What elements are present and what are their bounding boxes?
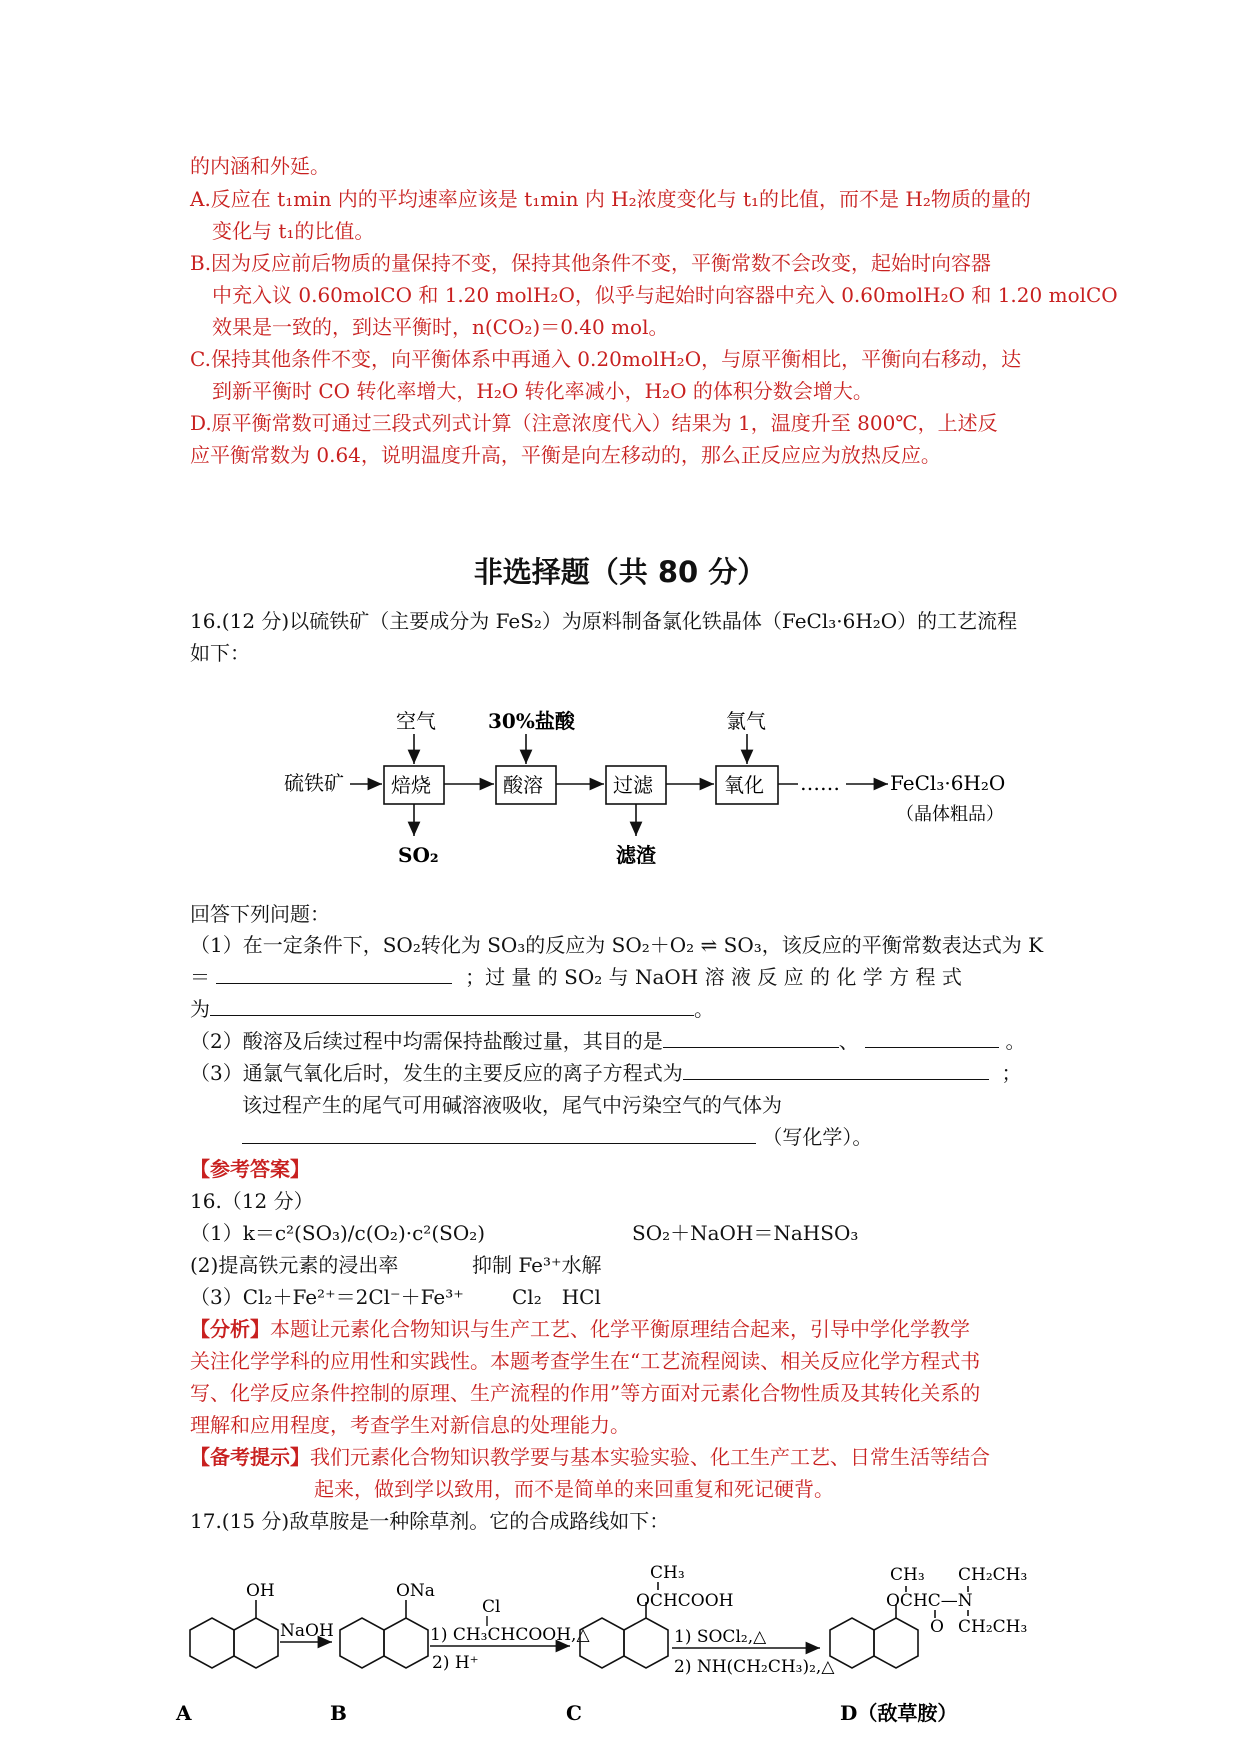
tip-line2: 起来，做到学以致用，而不是简单的来回重复和死记硬背。 bbox=[314, 1477, 834, 1501]
flow-output-residue: 滤渣 bbox=[616, 843, 656, 867]
step2-reagent-1: 1) CH₃CHCOOH,△ bbox=[430, 1625, 590, 1645]
answer-part1-equation: SO₂＋NaOH＝NaHSO₃ bbox=[632, 1221, 859, 1245]
explanation-b-line3: 效果是一致的，到达平衡时，n(CO₂)＝0.40 mol。 bbox=[212, 315, 669, 339]
analysis-line3: 写、化学反应条件控制的原理、生产流程的作用”等方面对元素化合物性质及其转化关系的 bbox=[190, 1381, 981, 1405]
molecule-d-carbonyl-o: O bbox=[930, 1617, 944, 1637]
flow-product: FeCl₃·6H₂O bbox=[890, 771, 1006, 795]
answer-blank-ionic-equation[interactable] bbox=[683, 1059, 989, 1080]
label-b: B bbox=[330, 1701, 347, 1725]
section-title: 非选择题（共 80 分） bbox=[473, 555, 767, 589]
synthesis-route-diagram bbox=[150, 1560, 1090, 1740]
answer-blank-naoh-equation[interactable] bbox=[210, 995, 694, 1016]
flow-step-filter bbox=[606, 766, 666, 804]
label-a: A bbox=[176, 1701, 192, 1725]
tip-line1: 【备考提示】我们元素化合物知识教学要与基本实验实验、化工生产工艺、日常生活等结合 bbox=[190, 1445, 990, 1469]
step3-reagent-1: 1) SOCl₂,△ bbox=[674, 1627, 767, 1647]
molecule-a-group: OH bbox=[246, 1581, 275, 1601]
svg-text:焙烧: 焙烧 bbox=[391, 773, 431, 797]
explanation-b-line1: B.因为反应前后物质的量保持不变，保持其他条件不变，平衡常数不会改变，起始时向容器 bbox=[190, 251, 992, 275]
q16-prompt: 回答下列问题： bbox=[190, 902, 330, 926]
molecule-b-naphthalene-icon bbox=[340, 1600, 428, 1668]
explanation-a-line1: A.反应在 t₁min 内的平均速率应该是 t₁min 内 H₂浓度变化与 t₁的比值，而不是 H₂物质的量的 bbox=[190, 187, 1031, 211]
analysis-line4: 理解和应用程度，考查学生对新信息的处理能力。 bbox=[190, 1413, 630, 1437]
q16-part1-line2: ＝ ；过 量 的 SO₂ 与 NaOH 溶 液 反 应 的 化 学 方 程 式 bbox=[190, 965, 962, 989]
explanation-intro: 的内涵和外延。 bbox=[190, 154, 330, 178]
q16-stem-line1: 16.(12 分)以硫铁矿（主要成分为 FeS₂）为原料制备氯化铁晶体（FeCl₃·6H₂O）的工艺流程 bbox=[190, 609, 1018, 633]
label-d: D（敌草胺） bbox=[840, 1701, 958, 1725]
answer-blank-tail-gas[interactable] bbox=[242, 1123, 756, 1144]
molecule-d-ch3: CH₃ bbox=[890, 1565, 925, 1585]
step1-reagent: NaOH bbox=[280, 1621, 334, 1641]
flow-input-air: 空气 bbox=[396, 709, 436, 733]
flow-step-oxidize bbox=[716, 766, 778, 804]
step2-reagent-2: 2) H⁺ bbox=[432, 1653, 479, 1673]
q17-stem: 17.(15 分)敌草胺是一种除草剂。它的合成路线如下： bbox=[190, 1509, 670, 1533]
flow-step-roast bbox=[384, 766, 444, 804]
q16-part3-line3: （写化学）。 bbox=[242, 1121, 872, 1153]
answer-label: 【参考答案】 bbox=[190, 1157, 310, 1181]
explanation-b-line2: 中充入议 0.60molCO 和 1.20 molH₂O，似乎与起始时向容器中充入 0.60molH₂O 和 1.20 molCO bbox=[212, 283, 1118, 307]
q16-part2: （2）酸溶及后续过程中均需保持盐酸过量，其目的是 、 。 bbox=[190, 1029, 1026, 1053]
answer-part1-k: （1）k＝c²(SO₃)/c(O₂)·c²(SO₂) bbox=[190, 1221, 486, 1245]
molecule-d-group: OCHC—N bbox=[886, 1591, 973, 1611]
svg-text:酸溶: 酸溶 bbox=[503, 773, 543, 797]
q16-part1-line3: 为 。 bbox=[190, 997, 714, 1021]
q16-part3-line1: （3）通氯气氧化后时，发生的主要反应的离子方程式为 ； bbox=[190, 1061, 1022, 1085]
flow-product-note: （晶体粗品） bbox=[896, 804, 1004, 825]
flow-step-acid-dissolve bbox=[496, 766, 556, 804]
answer-blank-purpose-2[interactable] bbox=[865, 1027, 999, 1048]
answer-head: 16.（12 分） bbox=[190, 1189, 314, 1213]
svg-text:过滤: 过滤 bbox=[613, 773, 653, 797]
molecule-c-group: OCHCOOH bbox=[636, 1591, 734, 1611]
process-flow-diagram bbox=[270, 700, 1070, 880]
explanation-d-line1: D.原平衡常数可通过三段式列式计算（注意浓度代入）结果为 1，温度升至 800℃，上述反 bbox=[190, 411, 998, 435]
flow-input-hcl: 30%盐酸 bbox=[488, 709, 575, 733]
molecule-a-naphthalene-icon bbox=[190, 1600, 278, 1668]
flow-raw-material: 硫铁矿 bbox=[284, 771, 344, 795]
explanation-c-line2: 到新平衡时 CO 转化率增大，H₂O 转化率减小，H₂O 的体积分数会增大。 bbox=[212, 379, 873, 403]
flow-output-so2: SO₂ bbox=[398, 843, 439, 867]
answer-blank-purpose-1[interactable] bbox=[663, 1027, 839, 1048]
analysis-line2: 关注化学学科的应用性和实践性。本题考查学生在“工艺流程阅读、相关反应化学方程式书 bbox=[190, 1349, 981, 1373]
flow-ellipsis: …… bbox=[800, 771, 840, 795]
q16-stem-line2: 如下： bbox=[190, 641, 250, 665]
answer-part3-equation: （3）Cl₂＋Fe²⁺＝2Cl⁻＋Fe³⁺ bbox=[190, 1285, 464, 1309]
answer-part2-b: 抑制 Fe³⁺水解 bbox=[472, 1253, 602, 1277]
svg-text:氧化: 氧化 bbox=[724, 773, 764, 797]
answer-part2-a: (2)提高铁元素的浸出率 bbox=[190, 1253, 399, 1277]
q16-part1-line1: （1）在一定条件下，SO₂转化为 SO₃的反应为 SO₂＋O₂ ⇌ SO₃，该反应的平衡常数表达式为 K bbox=[190, 933, 1044, 957]
analysis-line1: 【分析】本题让元素化合物知识与生产工艺、化学平衡原理结合起来，引导中学化学教学 bbox=[190, 1317, 970, 1341]
molecule-b-group: ONa bbox=[396, 1581, 435, 1601]
explanation-c-line1: C.保持其他条件不变，向平衡体系中再通入 0.20molH₂O，与原平衡相比，平衡向右移动，达 bbox=[190, 347, 1022, 371]
molecule-d-ethyl-1: CH₂CH₃ bbox=[958, 1565, 1028, 1585]
answer-part3-gases: Cl₂ HCl bbox=[512, 1285, 601, 1309]
q16-part3-line2: 该过程产生的尾气可用碱溶液吸收，尾气中污染空气的气体为 bbox=[242, 1093, 782, 1117]
molecule-d-ethyl-2: CH₂CH₃ bbox=[958, 1617, 1028, 1637]
explanation-a-line2: 变化与 t₁的比值。 bbox=[212, 219, 375, 243]
flow-input-chlorine: 氯气 bbox=[726, 709, 766, 733]
step2-cl: Cl bbox=[482, 1597, 501, 1617]
step3-reagent-2: 2) NH(CH₂CH₃)₂,△ bbox=[674, 1657, 835, 1677]
answer-blank-k-expression[interactable] bbox=[216, 963, 452, 984]
label-c: C bbox=[566, 1701, 582, 1725]
molecule-c-ch3: CH₃ bbox=[650, 1563, 685, 1583]
explanation-d-line2: 应平衡常数为 0.64，说明温度升高，平衡是向左移动的，那么正反应应为放热反应。 bbox=[190, 443, 941, 467]
